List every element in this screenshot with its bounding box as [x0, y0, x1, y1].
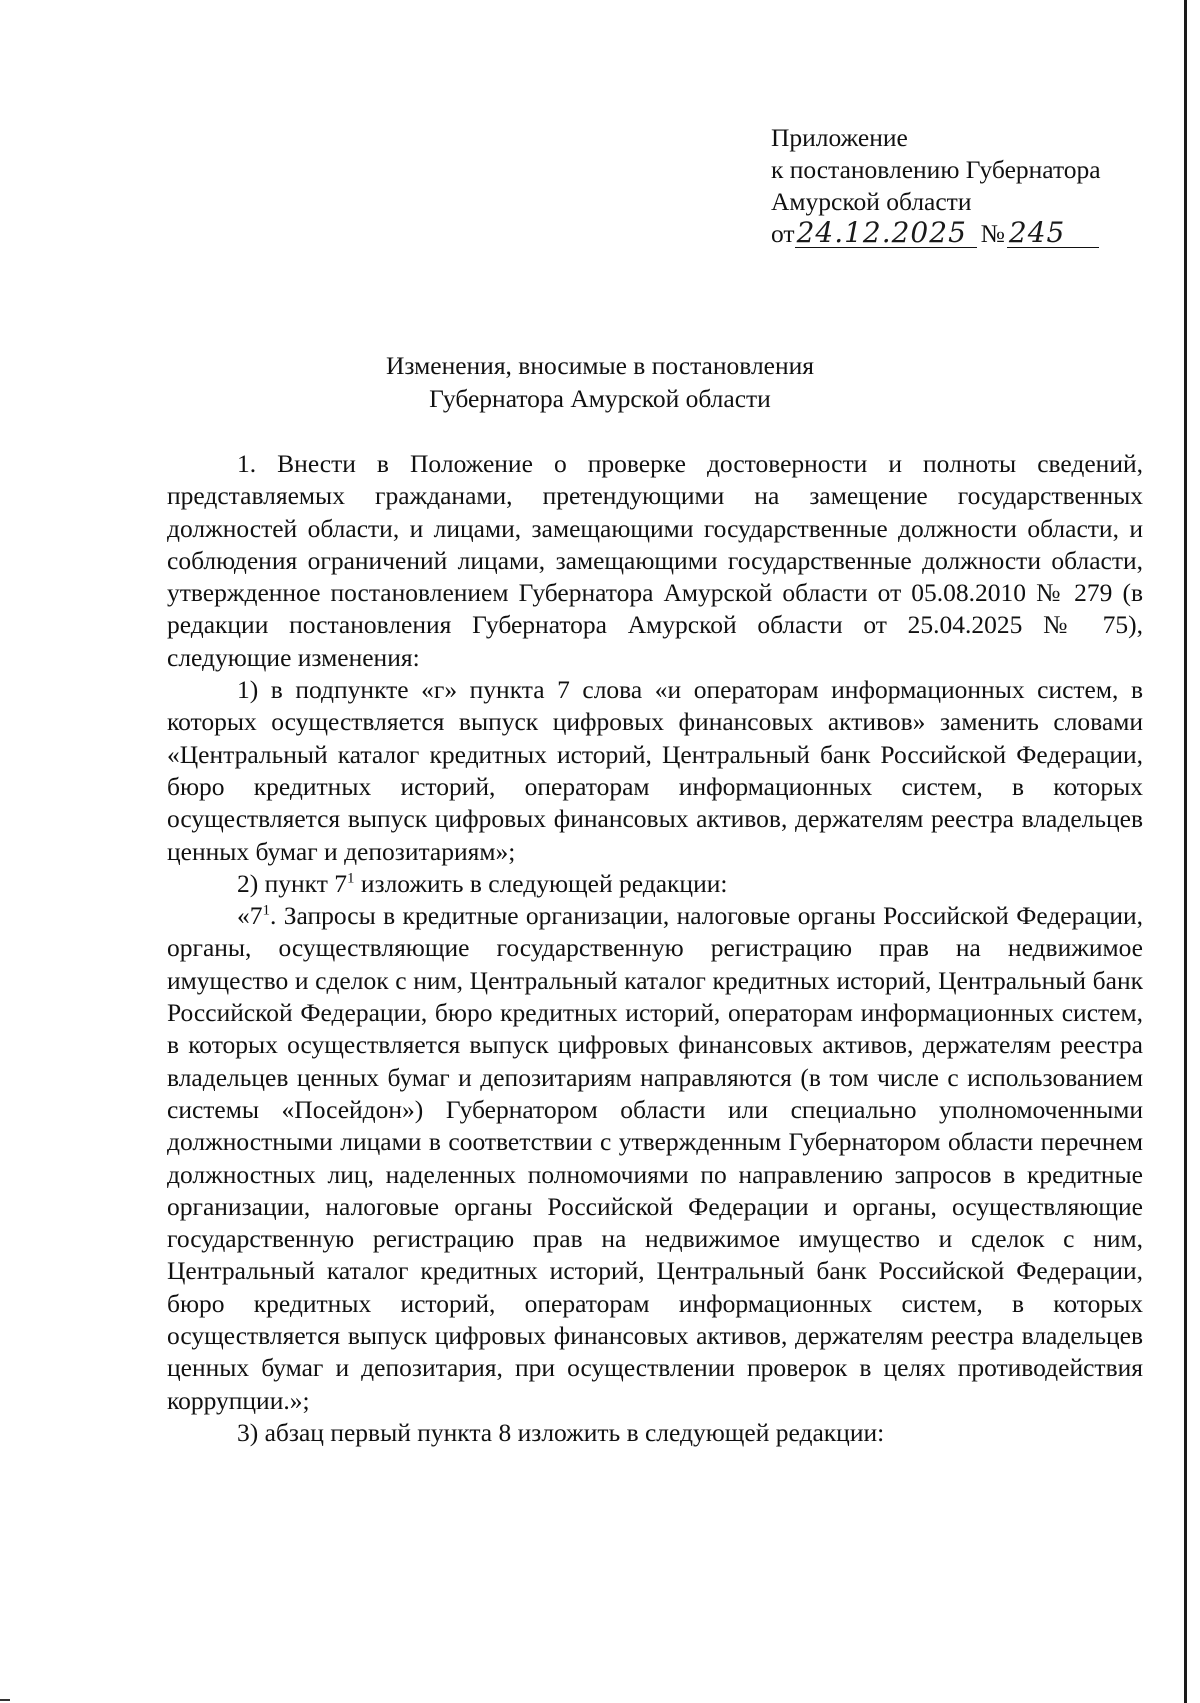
title-line-2: Губернатора Амурской области [429, 384, 771, 413]
handwritten-number: 245 [1007, 219, 1099, 248]
paragraph-1: 1. Внести в Положение о проверке достоверности и полноты сведений, представляемых гражданами, претендующими на замещение государственных должностей области, и лицами, замещающими государственные должности области, и соблюдения ограничений лицами, замещающими государственные должности области, утвержденное постановлением Губернатора Амурской области от 05.08.2010 № 279 (в редакции постановления Губернатора Амурской области от 25.04.2025 № 75), следующие изменения: [167, 449, 1143, 672]
document-body [167, 448, 1143, 1449]
from-label: от [771, 219, 795, 248]
paragraph-3 [167, 868, 1143, 900]
superscript: 1 [346, 870, 355, 887]
paragraph-4-text: . Запросы в кредитные организации, налоговые органы Российской Федерации, органы, осуществляющие государственную регистрацию прав на недвижимое имущество и сделок с ним, Центральный каталог кредитных историй, Центральный банк Российской Федерации, бюро кредитных историй, операторам информационных систем, в которых осуществляется выпуск цифровых финансовых активов, держателям реестра владельцев ценных бумаг и депозитариям направляются (в том числе с использованием системы «Посейдон») Губернатором области или специально уполномоченными должностными лицами в соответствии с утвержденным Губернатором области перечнем должностных лиц, наделенных полномочиями по направлению запросов в кредитные организации, налоговые органы Российской Федерации и органы, осуществляющие государственную регистрацию прав на недвижимое имущество и сделок с ним, Центральный каталог кредитных историй, Центральный банк Российской Федерации, бюро кредитных историй, операторам информационных систем, в которых осуществляется выпуск цифровых финансовых активов, держателям реестра владельцев ценных бумаг и депозитария, при осуществлении проверок в целях противодействия коррупции.»; [167, 901, 1143, 1415]
appendix-line-1: Приложение [771, 123, 908, 152]
title-line-1: Изменения, вносимые в постановления [385, 351, 815, 380]
paragraph-5: 3) абзац первый пункта 8 изложить в следующей редакции: [237, 1417, 885, 1447]
number-label: № [980, 219, 1005, 248]
page-edge-line [1184, 0, 1187, 1703]
paragraph-3-end: изложить в следующей редакции: [354, 868, 728, 898]
scan-mark [0, 1699, 10, 1701]
paragraph-4 [167, 900, 1143, 1417]
paragraph-2: 1) в подпункте «г» пункта 7 слова «и операторам информационных систем, в которых осуществляется выпуск цифровых финансовых активов» заменить словами «Центральный каталог кредитных историй, Центральный банк Российской Федерации, бюро кредитных историй, операторам информационных систем, в которых осуществляется выпуск цифровых финансовых активов, держателям реестра владельцев ценных бумаг и депозитариям»; [167, 675, 1143, 866]
paragraph-3-start: 2) пункт 7 [237, 868, 347, 898]
document-title [0, 349, 1200, 415]
paragraph-4-start: «7 [237, 901, 263, 931]
appendix-line-2: к постановлению Губернатора [771, 155, 1101, 184]
handwritten-date: 24.12.2025 [795, 219, 977, 248]
appendix-date-number-line [771, 218, 1171, 250]
superscript: 1 [262, 902, 270, 919]
appendix-line-3: Амурской области [771, 187, 972, 216]
appendix-header [771, 122, 1171, 250]
